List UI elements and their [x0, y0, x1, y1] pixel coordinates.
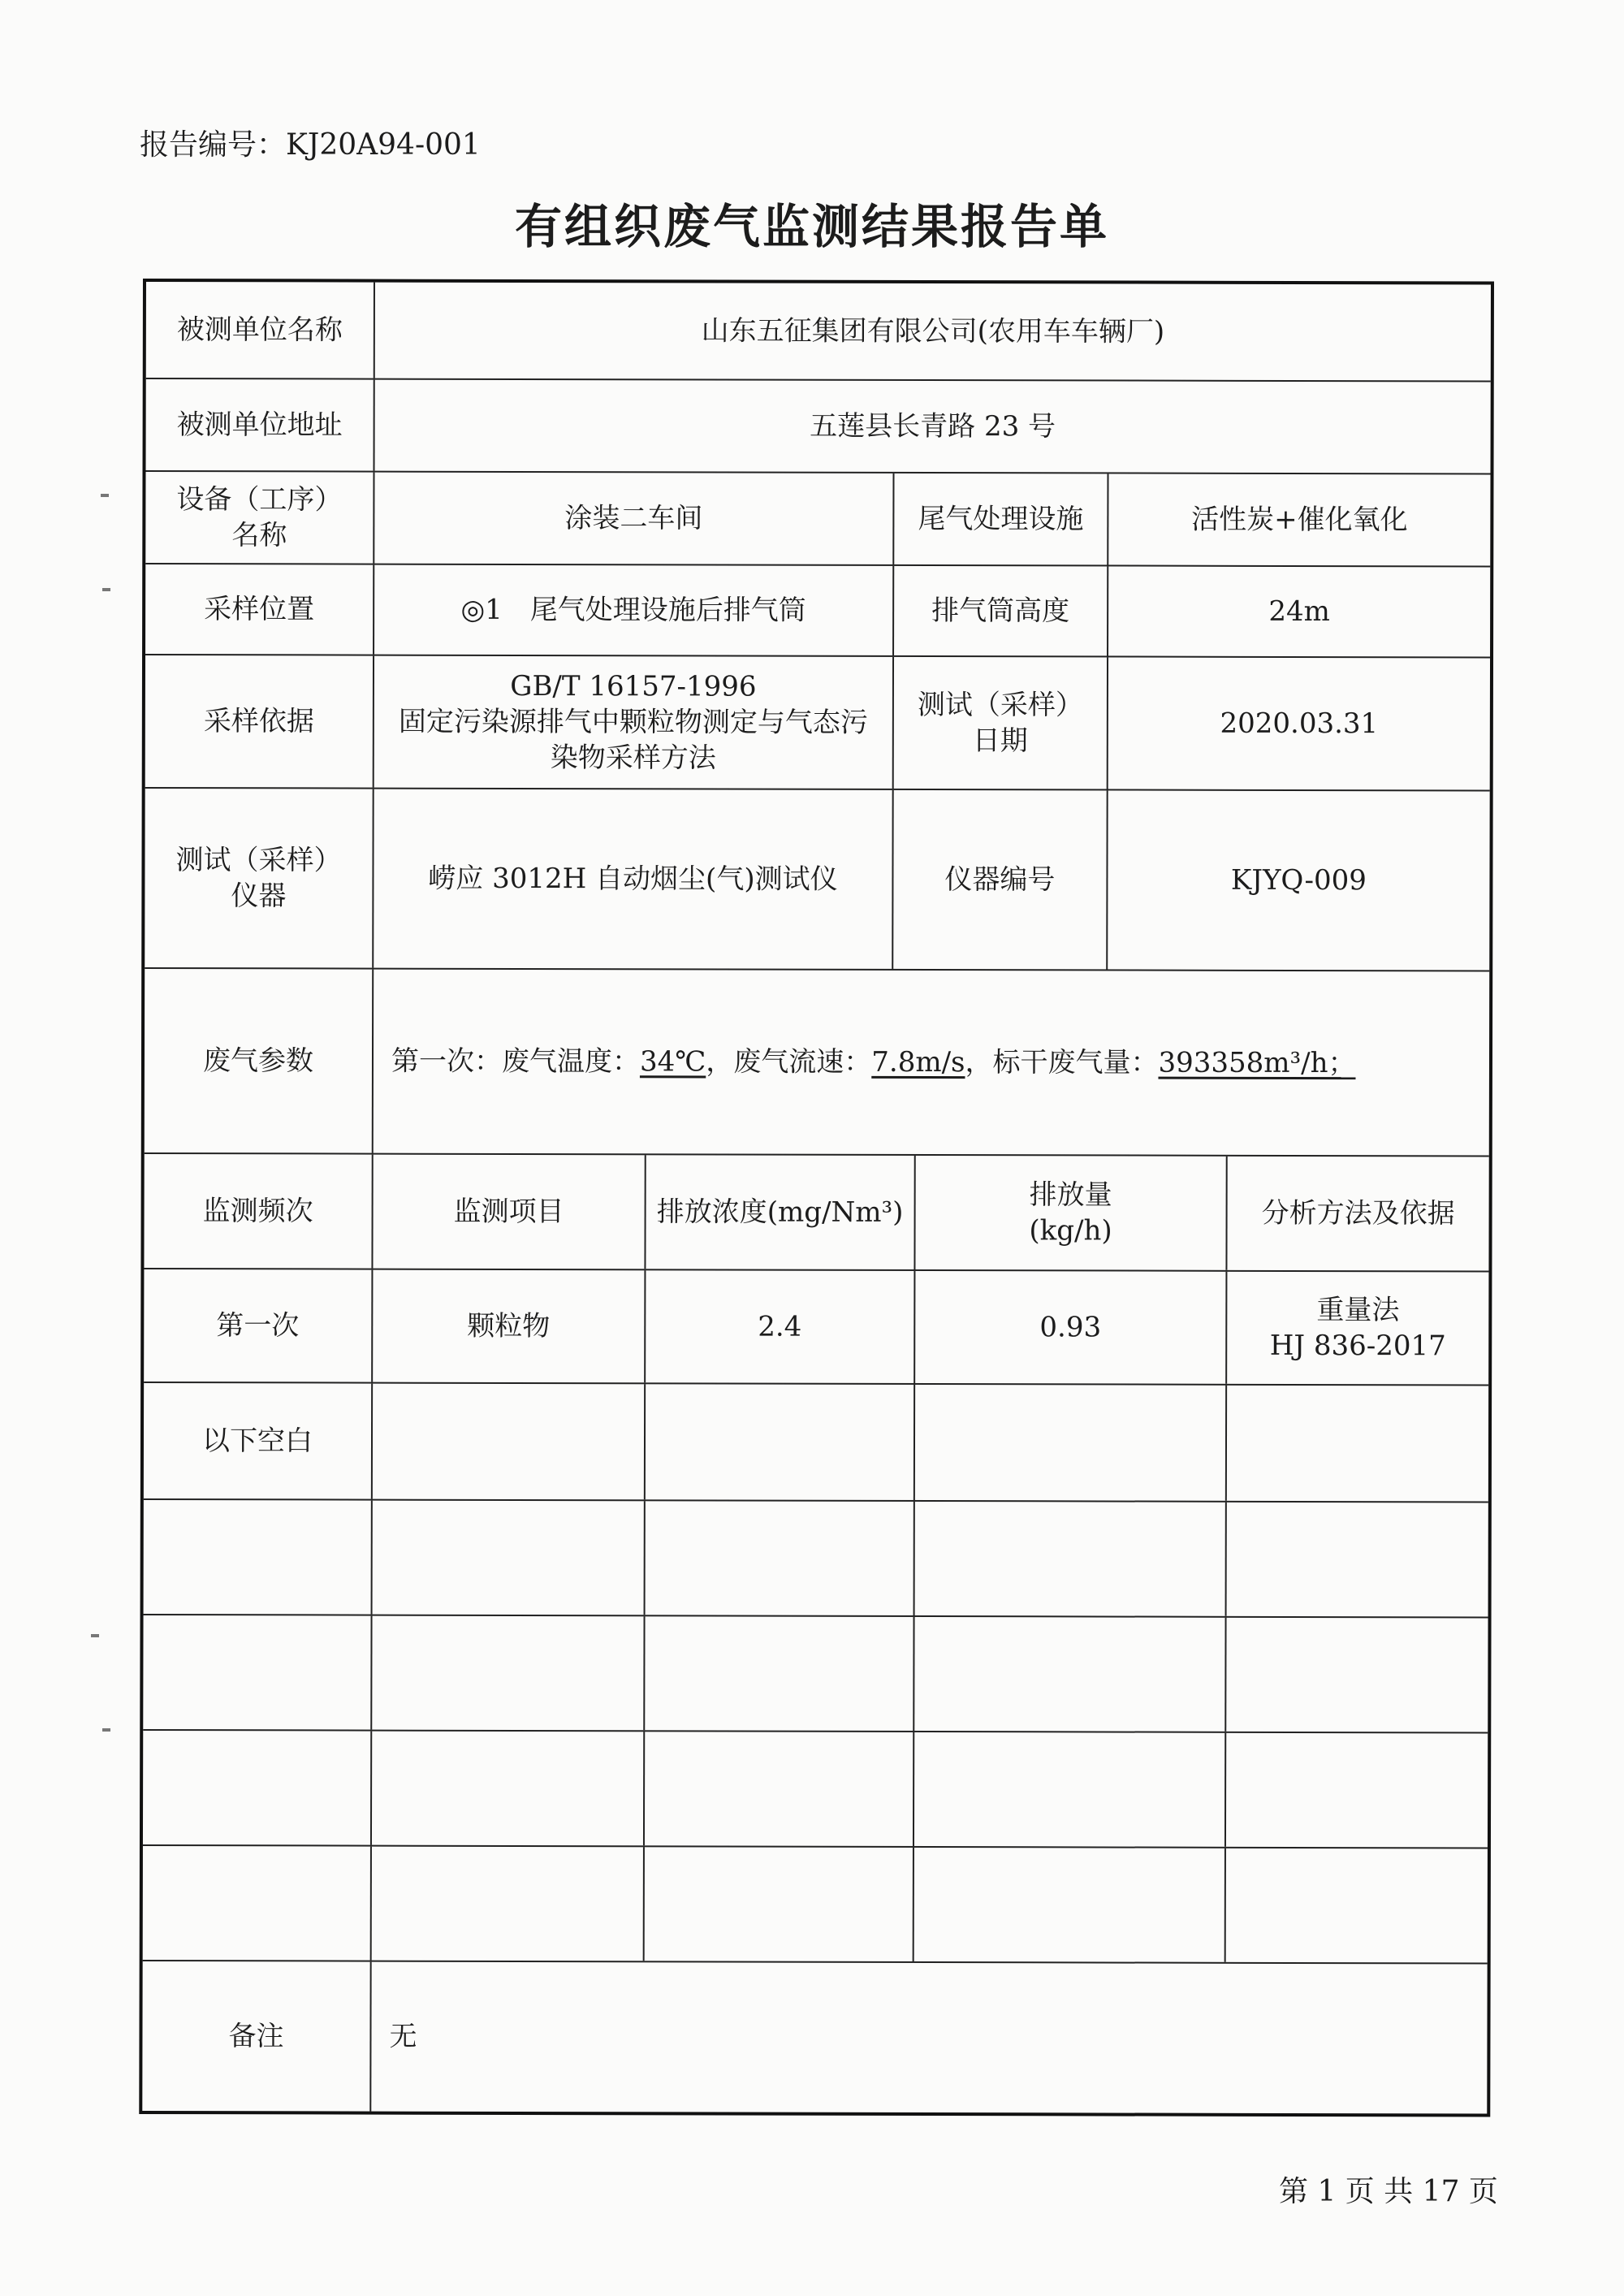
treatment-value: 活性炭+催化氧化 [1107, 473, 1490, 565]
gas-velocity: 7.8m/s [871, 1045, 965, 1079]
empty-cell [1224, 1733, 1488, 1848]
row-item: 颗粒物 [371, 1270, 644, 1383]
empty-cell [371, 1384, 644, 1500]
header-item: 监测项目 [371, 1155, 644, 1269]
instrument-label [145, 789, 372, 968]
gas-flow: 393358m³/h； [1158, 1046, 1356, 1080]
stack-height-label: 排气筒高度 [892, 566, 1107, 656]
blank-row [143, 1614, 1488, 1732]
header-emission [914, 1156, 1225, 1270]
blank-row [143, 1729, 1488, 1847]
sampling-basis-label: 采样依据 [203, 705, 314, 738]
sampling-basis-title-line2: 染物采样方法 [550, 742, 716, 775]
unit-name-label: 被测单位名称 [176, 313, 343, 347]
row-remarks [142, 1960, 1487, 2113]
row-method [1225, 1272, 1488, 1385]
sampling-location-value: ◎1 尾气处理设施后排气筒 [373, 565, 892, 655]
unit-address-label: 被测单位地址 [176, 408, 343, 442]
empty-cell [644, 1501, 914, 1615]
scan-speck [91, 1634, 99, 1637]
instrument-value: 崂应 3012H 自动烟尘(气)测试仪 [372, 789, 892, 969]
header-emission-line2: (kg/h) [1029, 1214, 1112, 1247]
stack-height-value: 24m [1107, 566, 1490, 656]
empty-cell [913, 1848, 1224, 1962]
empty-cell [370, 1847, 643, 1961]
page-title: 有组织废气监测结果报告单 [514, 199, 1109, 254]
gas-velocity-label: ，废气流速： [706, 1045, 872, 1079]
report-number [140, 122, 481, 163]
gas-flow-label: ，标干废气量： [965, 1046, 1159, 1079]
table-row [144, 1268, 1488, 1384]
empty-cell [643, 1732, 913, 1846]
gas-params-value [372, 970, 1489, 1156]
report-number-value: KJ20A94-001 [286, 128, 481, 162]
row-emission: 0.93 [914, 1271, 1225, 1384]
gas-params-label: 废气参数 [202, 1044, 314, 1078]
unit-address-value: 五莲县长青路 23 号 [374, 380, 1491, 473]
header-method: 分析方法及依据 [1225, 1157, 1488, 1271]
instrument-label-line1: 测试（采样） [175, 843, 342, 877]
equipment-label-line1: 设备（工序） [176, 482, 343, 517]
empty-cell [1225, 1503, 1488, 1617]
blank-row [144, 1381, 1488, 1501]
row-sampling-basis [145, 654, 1490, 789]
empty-cell [1225, 1386, 1488, 1502]
sampling-location-label: 采样位置 [204, 593, 315, 626]
row-unit-name [146, 282, 1491, 380]
equipment-label [145, 472, 373, 564]
results-header-row [144, 1152, 1488, 1270]
remarks-label: 备注 [228, 2020, 284, 2053]
empty-cell [643, 1847, 913, 1961]
blank-row [143, 1844, 1488, 1962]
test-date-label-line2: 日期 [972, 724, 1028, 758]
treatment-label: 尾气处理设施 [892, 473, 1107, 565]
empty-cell [370, 1732, 643, 1846]
report-number-label: 报告编号： [140, 128, 287, 162]
row-equipment [145, 470, 1490, 565]
empty-cell [143, 1615, 370, 1730]
empty-cell [1224, 1848, 1488, 1963]
instrument-no-label: 仪器编号 [892, 790, 1106, 970]
sampling-basis-title-line1: 固定污染源排气中颗粒物测定与气态污 [398, 705, 868, 739]
row-gas-params [145, 967, 1489, 1155]
scan-speck [102, 1728, 110, 1732]
row-frequency: 第一次 [216, 1309, 300, 1343]
empty-cell [914, 1385, 1225, 1501]
instrument-no-value: KJYQ-009 [1106, 790, 1489, 970]
empty-cell [144, 1500, 371, 1615]
gas-temperature: 34℃ [639, 1045, 706, 1079]
page-number: 第 1 页 共 17 页 [1279, 2175, 1498, 2208]
empty-cell [143, 1846, 370, 1961]
row-instrument [145, 787, 1489, 970]
test-date-label-line1: 测试（采样） [917, 688, 1083, 722]
empty-cell [371, 1501, 644, 1615]
equipment-label-line2: 名称 [231, 519, 287, 552]
empty-cell [143, 1731, 370, 1845]
remarks-value: 无 [369, 1962, 1487, 2114]
equipment-value: 涂装二车间 [373, 473, 892, 564]
scan-speck [102, 588, 110, 591]
row-unit-address [146, 378, 1491, 473]
test-date-label [892, 657, 1107, 789]
sampling-basis-standard: GB/T 16157-1996 [510, 669, 757, 703]
row-method-name: 重量法 [1316, 1293, 1400, 1327]
instrument-label-line2: 仪器 [231, 880, 287, 913]
header-concentration: 排放浓度(mg/Nm³) [644, 1155, 914, 1269]
sampling-basis-value [373, 656, 892, 789]
gas-params-prefix: 第一次：废气温度： [391, 1044, 641, 1079]
header-emission-line1: 排放量 [1029, 1178, 1112, 1212]
row-sampling-location [145, 563, 1490, 656]
unit-name-value: 山东五征集团有限公司(农用车车辆厂) [374, 283, 1491, 381]
row-method-standard: HJ 836-2017 [1269, 1329, 1446, 1363]
empty-cell [643, 1616, 913, 1731]
empty-cell [913, 1732, 1224, 1847]
report-table [139, 279, 1494, 2117]
header-frequency: 监测频次 [202, 1195, 313, 1228]
blank-row [144, 1498, 1488, 1616]
scan-speck [101, 494, 109, 497]
test-date-value: 2020.03.31 [1107, 657, 1490, 789]
empty-cell [644, 1384, 914, 1500]
empty-cell [370, 1616, 643, 1731]
row-concentration: 2.4 [644, 1270, 914, 1383]
blank-note: 以下空白 [201, 1425, 313, 1458]
empty-cell [914, 1502, 1225, 1616]
empty-cell [1224, 1618, 1488, 1732]
empty-cell [913, 1617, 1224, 1732]
